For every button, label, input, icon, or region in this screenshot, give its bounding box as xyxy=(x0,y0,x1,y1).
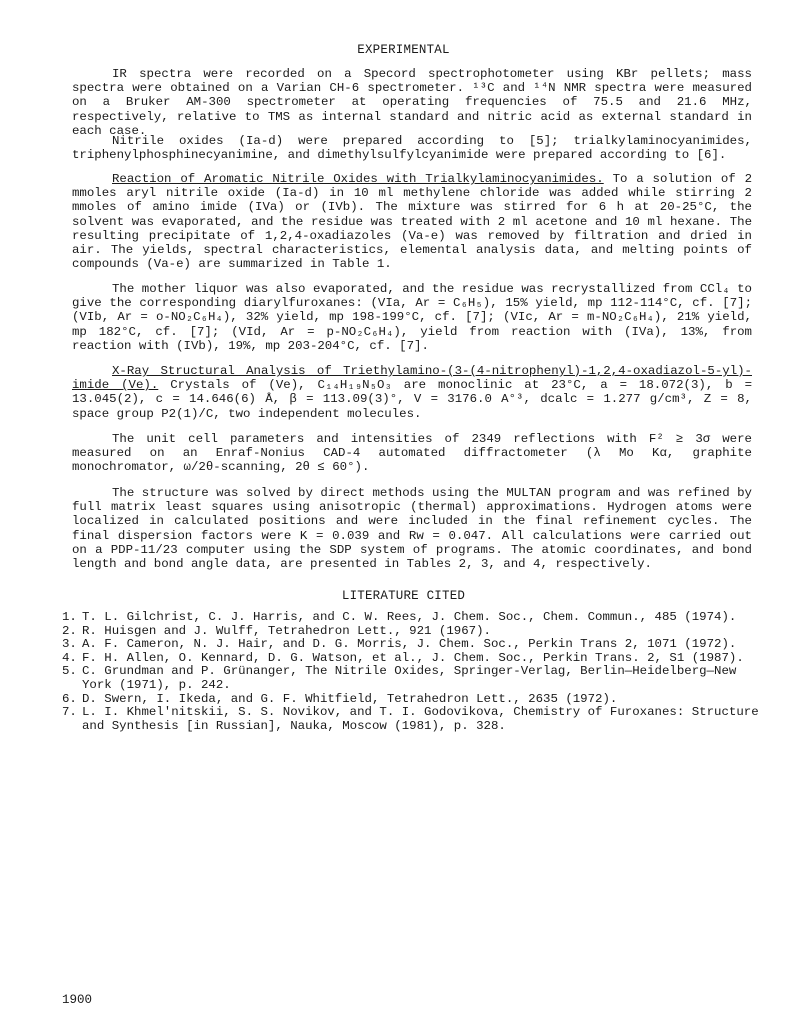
reference-text: A. F. Cameron, N. J. Hair, and D. G. Morris, J. Chem. Soc., Perkin Trans 2, 1071 (1972). xyxy=(82,637,737,652)
reference-item xyxy=(62,665,762,692)
paragraph-unit-cell xyxy=(72,432,752,475)
reference-text: D. Swern, I. Ikeda, and G. F. Whitfield, Tetrahedron Lett., 2635 (1972). xyxy=(82,691,618,706)
page-number: 1900 xyxy=(62,993,93,1007)
paragraph-text: The unit cell parameters and intensities of 2349 reflections with F² ≥ 3σ were measured on an Enraf-Nonius CAD-4 automated diffractometer (λ Mo Kα, graphite monochromator, ω/2θ-scanning, 2θ ≤ 60°). xyxy=(72,432,752,475)
reference-item xyxy=(62,652,762,666)
paragraph-heading: X-Ray Structural Analysis of Triethylamino-(3-(4-nitrophenyl)-1,2,4-oxadiazol-5-yl)-imide (Ve). xyxy=(72,364,752,393)
reference-number: 3. xyxy=(62,637,77,652)
reference-text: L. I. Khmel'nitskii, S. S. Novikov, and T. I. Godovikova, Chemistry of Furoxanes: Structure and Synthesis [in Russian], Nauka, Moscow (1981), p. 328. xyxy=(82,705,759,733)
reference-item xyxy=(62,611,762,625)
reference-number: 4. xyxy=(62,650,77,665)
reference-number: 2. xyxy=(62,623,77,638)
paragraph-reaction xyxy=(72,172,752,271)
paragraph-text: The mother liquor was also evaporated, and the residue was recrystallized from CCl₄ to give the corresponding diarylfuroxanes: (VIa, Ar = C₆H₅), 15% yield, mp 112-114°C, cf. [7]; (VIb, Ar = o-NO₂C₆H₄), 32% yield, mp 198-199°C, cf. [7]; (VIc, Ar = m-NO₂C₆H₄), 21% yield, mp 182°C, cf. [7]; (VId, Ar = p-NO₂C₆H₄), yield from reaction with (IVa), 13%, from reaction with (IVb), 19%, mp 203-204°C, cf. [7]. xyxy=(72,282,752,353)
references-title: LITERATURE CITED xyxy=(341,589,466,603)
paragraph-structure xyxy=(72,486,752,571)
section-title: EXPERIMENTAL xyxy=(357,43,450,57)
reference-text: C. Grundman and P. Grünanger, The Nitrile Oxides, Springer-Verlag, Berlin—Heidelberg—New York (1971), p. 242. xyxy=(82,664,737,692)
references-list xyxy=(62,611,762,733)
reference-item xyxy=(62,693,762,707)
reference-item xyxy=(62,638,762,652)
paragraph-text: IR spectra were recorded on a Specord spectrophotometer using KBr pellets; mass spectra were obtained on a Varian CH-6 spectrometer. ¹³C and ¹⁴N NMR spectra were measured on a Bruker AM-300 spectrometer at operating frequencies of 75.5 and 21.6 MHz, respectively, relative to TMS as internal standard and nitric acid as external standard in each case. xyxy=(72,67,752,138)
paragraph-text: Crystals of (Ve), C₁₄H₁₉N₅O₃ are monoclinic at 23°C, a = 18.072(3), b = 13.045(2), c = 14.646(6) Å, β = 113.09(3)°, V = 3176.0 A°³, dcalc = 1.277 g/cm³, Z = 8, space group P2(1)/C, two independent molecules. xyxy=(72,378,752,421)
reference-text: F. H. Allen, O. Kennard, D. G. Watson, et al., J. Chem. Soc., Perkin Trans. 2, S1 (1987). xyxy=(82,650,744,665)
reference-text: R. Huisgen and J. Wulff, Tetrahedron Lett., 921 (1967). xyxy=(82,623,491,638)
reference-number: 5. xyxy=(62,664,77,679)
paragraph-text: Nitrile oxides (Ia-d) were prepared according to [5]; trialkylaminocyanimides, triphenylphosphinecyanimine, and dimethylsulfylcyanimide were prepared according to [6]. xyxy=(72,134,752,163)
paragraph-nitrile-oxides xyxy=(72,134,752,162)
paragraph-heading: Reaction of Aromatic Nitrile Oxides with Trialkylaminocyanimides. xyxy=(112,172,604,186)
paragraph-mother-liquor xyxy=(72,282,752,353)
paragraph-ir-spectra xyxy=(72,67,752,138)
paragraph-text: The structure was solved by direct methods using the MULTAN program and was refined by full matrix least squares using anisotropic (thermal) approximations. Hydrogen atoms were localized in calculated positions and were included in the final refinement cycles. The final dispersion factors were K = 0.039 and Rw = 0.047. All calculations were carried out on a PDP-11/23 computer using the SDP system of programs. The atomic coordinates, and bond length and bond angle data, are presented in Tables 2, 3, and 4, respectively. xyxy=(72,486,752,572)
reference-number: 1. xyxy=(62,610,77,624)
reference-text: T. L. Gilchrist, C. J. Harris, and C. W. Rees, J. Chem. Soc., Chem. Commun., 485 (1974). xyxy=(82,610,737,624)
paragraph-xray xyxy=(72,364,752,421)
reference-number: 6. xyxy=(62,691,77,706)
reference-item xyxy=(62,625,762,639)
reference-item xyxy=(62,706,762,733)
reference-number: 7. xyxy=(62,705,77,720)
paragraph-text: To a solution of 2 mmoles aryl nitrile oxide (Ia-d) in 10 ml methylene chloride was added while stirring 2 mmoles of amino imide (IVa) or (IVb). The mixture was stirred for 6 h at 20-25°C, the solvent was evaporated, and the residue was treated with 2 ml acetone and 10 ml hexane. The resulting precipitate of 1,2,4-oxadiazoles (Va-e) was removed by filtration and dried in air. The yields, spectral characteristics, elemental analysis data, and melting points of compounds (Va-e) are summarized in Table 1. xyxy=(72,172,752,272)
